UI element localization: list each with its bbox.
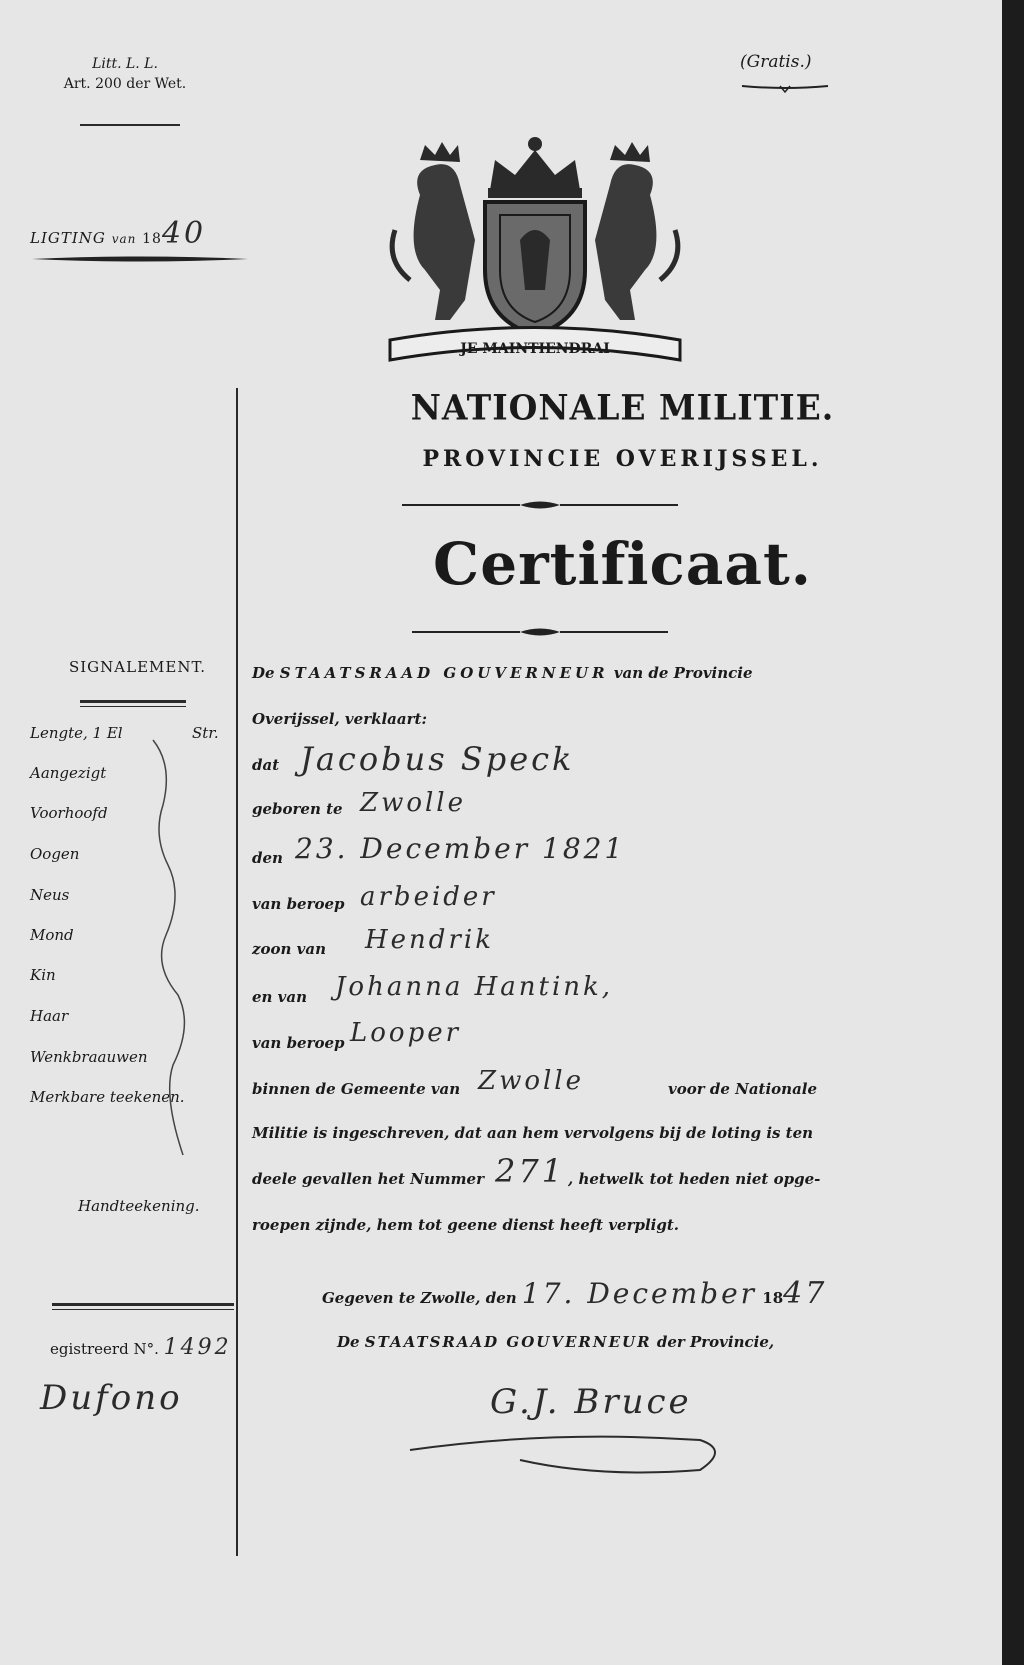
body-binnen-label: binnen de Gemeente van (252, 1080, 461, 1098)
ligting-line (30, 216, 206, 251)
body-beroep-2-label: van beroep (252, 1034, 345, 1052)
ligting-label: LIGTING (30, 229, 106, 247)
gratis-flourish (740, 80, 830, 94)
body-staatsraad: STAATSRAAD GOUVERNEUR (279, 664, 609, 682)
field-name: Jacobus Speck (300, 740, 575, 778)
field-birthdate: 23. December 1821 (295, 832, 626, 865)
ligting-flourish (30, 252, 250, 266)
field-gemeente: Zwolle (478, 1066, 584, 1096)
column-divider (236, 388, 238, 1556)
body-zoon-label: zoon van (252, 940, 326, 958)
field-issue-year: 47 (783, 1276, 828, 1311)
body-de: De (252, 664, 275, 682)
field-occupation: arbeider (360, 882, 497, 912)
governor-signature-line (337, 1333, 774, 1351)
motto-text: JE MAINTIENDRAI (460, 341, 610, 357)
ligting-van: van (111, 232, 137, 246)
field-mother: Johanna Hantink, (335, 972, 614, 1002)
body-den-label: den (252, 849, 283, 867)
title-nationale-militie: NATIONALE MILITIE. (410, 387, 835, 428)
signature-flourish (400, 1420, 730, 1480)
signalement-rule-thin (80, 706, 186, 707)
title-divider-2 (410, 625, 670, 639)
governor-signature: G.J. Bruce (490, 1382, 692, 1422)
signalement-oogen: Oogen (30, 845, 80, 863)
gratis-label: (Gratis.) (740, 52, 812, 72)
issue-line (322, 1276, 827, 1311)
field-father: Hendrik (365, 925, 494, 955)
art-label: Art. 200 der Wet. (63, 76, 187, 92)
royal-coat-of-arms-icon (380, 120, 690, 380)
ligting-year-prefix: 18 (142, 231, 162, 247)
litt-divider (80, 124, 180, 126)
field-issue-date: 17. December (521, 1277, 758, 1310)
signalement-neus: Neus (30, 886, 70, 904)
title-province: PROVINCIE OVERIJSSEL. (422, 446, 823, 472)
signalement-heading: SIGNALEMENT. (68, 658, 207, 676)
signalement-rule (80, 700, 186, 703)
signalement-haar: Haar (30, 1007, 69, 1025)
signalement-voorhoofd: Voorhoofd (30, 804, 108, 822)
signalement-str: Str. (192, 724, 219, 742)
field-nummer: 271 (495, 1152, 566, 1190)
gov-der-provincie: der Provincie, (656, 1333, 775, 1351)
signalement-aangezigt: Aangezigt (30, 764, 107, 782)
signalement-wenkbraauwen: Wenkbraauwen (30, 1048, 148, 1066)
litt-label: Litt. L. L. (92, 56, 158, 72)
signalement-kin: Kin (30, 966, 56, 984)
body-line-militie: Militie is ingeschreven, dat aan hem vervolgens bij de loting is ten (252, 1124, 814, 1142)
ligting-year-handwritten: 40 (161, 216, 207, 251)
field-birthplace: Zwolle (360, 788, 466, 818)
registreerd-line (50, 1335, 232, 1360)
gov-staatsraad: STAATSRAAD GOUVERNEUR (364, 1333, 652, 1351)
issue-year-prefix: 18 (762, 1289, 784, 1307)
body-geboren-label: geboren te (252, 800, 343, 818)
body-roepen: roepen zijnde, hem tot geene dienst heeft verpligt. (252, 1216, 680, 1234)
registreerd-label: egistreerd N°. (50, 1340, 159, 1358)
issue-label: Gegeven te Zwolle, den (322, 1289, 517, 1307)
title-divider-1 (400, 498, 680, 512)
field-parent-occupation: Looper (350, 1018, 462, 1048)
clerk-signature: Dufono (40, 1378, 183, 1418)
signalement-brace-marks (148, 735, 218, 1165)
gov-de: De (337, 1333, 360, 1351)
body-voor-de-nationale: voor de Nationale (668, 1080, 818, 1098)
signalement-merkbare-teekenen: Merkbare teekenen. (30, 1088, 185, 1106)
registreerd-rule (52, 1303, 234, 1306)
article-reference (55, 54, 195, 94)
body-deele-label: deele gevallen het Nummer (252, 1170, 484, 1188)
body-dat-label: dat (252, 756, 280, 774)
signalement-mond: Mond (30, 926, 74, 944)
registreerd-rule-thin (52, 1309, 234, 1310)
registreerd-number: 1492 (163, 1335, 232, 1360)
body-line-1 (252, 664, 753, 682)
body-beroep-label: van beroep (252, 895, 345, 913)
handteekening-label: Handteekening. (78, 1197, 200, 1215)
body-hetwelk: , hetwelk tot heden niet opge- (568, 1170, 821, 1188)
body-van-de-provincie: van de Provincie (613, 664, 753, 682)
body-line-2: Overijssel, verklaart: (252, 710, 427, 728)
body-en-van-label: en van (252, 988, 308, 1006)
title-certificaat: Certificaat. (433, 530, 812, 598)
signalement-lengte: Lengte, 1 El (30, 724, 123, 742)
